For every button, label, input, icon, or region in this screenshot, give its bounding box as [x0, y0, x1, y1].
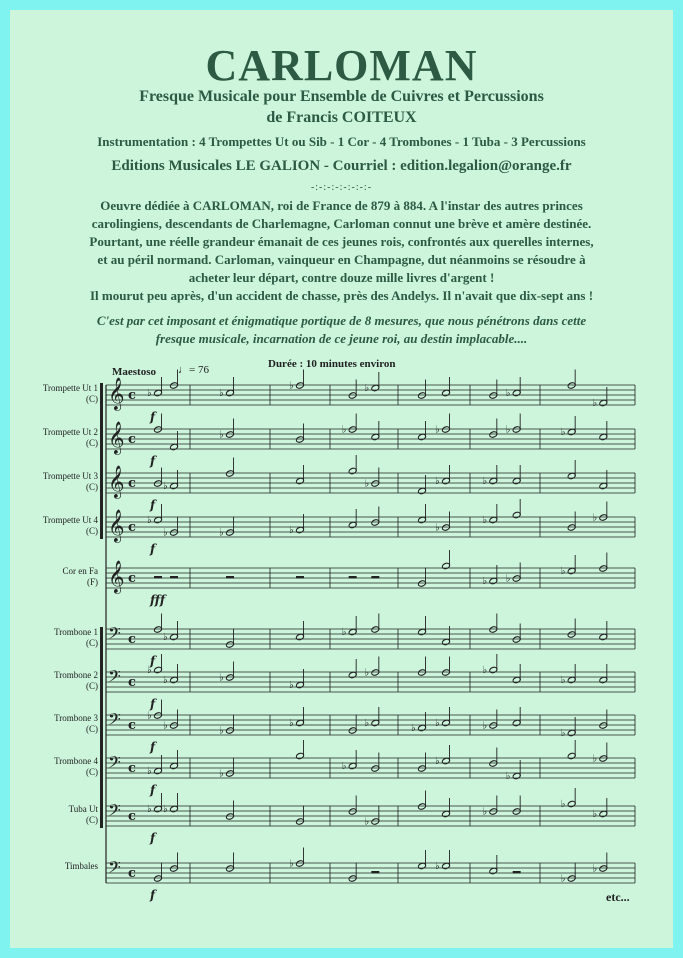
flat-sign: ♭ [219, 768, 224, 780]
dynamic-marking: f [150, 498, 156, 512]
dynamic-marking: f [150, 783, 156, 797]
flat-sign: ♭ [147, 388, 152, 399]
flat-sign: ♭ [163, 481, 168, 492]
instrument-key: (C) [86, 394, 98, 404]
flat-sign: ♭ [411, 723, 416, 734]
flat-sign: ♭ [163, 632, 168, 643]
flat-sign: ♭ [341, 761, 347, 772]
dynamic-marking: f [150, 697, 156, 711]
time-signature: c [128, 388, 136, 403]
flat-sign: ♭ [435, 424, 440, 436]
dynamic-marking: fff [150, 593, 166, 607]
instrument-key: (C) [86, 724, 98, 734]
flat-sign: ♭ [482, 476, 488, 487]
treble-clef: 𝄞 [108, 377, 125, 410]
bass-clef: 𝄢 [108, 709, 121, 733]
instrument-name: Tuba Ut [68, 804, 98, 814]
instrument-name: Trombone 4 [54, 756, 98, 766]
flat-sign: ♭ [289, 525, 294, 536]
trombone-bracket [100, 627, 103, 828]
time-signature: c [128, 520, 136, 535]
flat-sign: ♭ [147, 665, 152, 676]
bass-clef: 𝄢 [108, 800, 121, 824]
dedication-line: Pourtant, une réelle grandeur émanait de ces jeunes rois, confrontés aux querelles internes, [89, 234, 594, 249]
time-signature: c [128, 432, 136, 447]
music-score [10, 10, 673, 948]
flat-sign: ♭ [482, 576, 488, 587]
instrument-name: Trombone 1 [54, 627, 98, 637]
etc-text: etc... [606, 890, 630, 904]
flat-sign: ♭ [560, 799, 566, 810]
flat-sign: ♭ [505, 424, 511, 436]
flat-sign: ♭ [364, 816, 370, 828]
flat-sign: ♭ [435, 522, 440, 534]
flat-sign: ♭ [482, 806, 488, 818]
time-signature: c [128, 476, 136, 491]
dynamic-marking: f [150, 454, 156, 468]
flat-sign: ♭ [482, 515, 488, 526]
rest-symbol [513, 871, 521, 874]
dynamic-marking: f [150, 542, 156, 556]
dedication-line: et au péril normand. Carloman, vainqueur en Champagne, dut néanmoins se résoudre à [97, 252, 586, 267]
flat-sign: ♭ [435, 476, 440, 487]
rest-symbol [226, 576, 234, 579]
flat-sign: ♭ [592, 512, 598, 524]
flat-sign: ♭ [219, 429, 224, 441]
score-page [10, 10, 673, 948]
flat-sign: ♭ [163, 804, 168, 815]
dedication-line: acheter leur départ, contre douze mille livres d'argent ! [188, 270, 495, 285]
instrument-name: Trombone 3 [54, 713, 98, 723]
flat-sign: ♭ [364, 478, 370, 490]
flat-sign: ♭ [482, 665, 488, 676]
flat-sign: ♭ [364, 383, 370, 394]
dedication-line: Il mourut peu après, d'un accident de chasse, près des Andelys. Il n'avait que dix-sept ans ! [89, 288, 594, 303]
instrument-key: (C) [86, 767, 98, 777]
flat-sign: ♭ [289, 718, 294, 729]
flat-sign: ♭ [289, 680, 294, 691]
duration-text: Durée : 10 minutes environ [268, 358, 396, 370]
intro-line: fresque musicale, incarnation de ce jeune roi, au destin implacable.... [155, 331, 528, 346]
flat-sign: ♭ [560, 566, 566, 577]
dynamic-marking: f [150, 831, 156, 845]
dynamic-marking: f [150, 740, 156, 754]
metronome-marking: ♩= 76 [178, 364, 209, 376]
flat-sign: ♭ [592, 809, 598, 820]
dynamic-marking: f [150, 654, 156, 668]
instrument-key: (C) [86, 526, 98, 536]
treble-clef: 𝄞 [108, 465, 125, 498]
bass-clef: 𝄢 [108, 666, 121, 690]
flat-sign: ♭ [592, 398, 598, 409]
intro-line: C'est par cet imposant et énigmatique portique de 8 mesures, que nous pénétrons dans cette [96, 313, 587, 328]
treble-clef: 𝄞 [108, 509, 125, 542]
rest-symbol [349, 576, 357, 579]
flat-sign: ♭ [219, 672, 224, 684]
time-signature: c [128, 571, 136, 586]
flat-sign: ♭ [147, 710, 152, 722]
flat-sign: ♭ [435, 756, 440, 767]
tempo-marking: Maestoso [112, 366, 156, 378]
flat-sign: ♭ [560, 427, 566, 438]
dedication-line: carolingiens, descendants de Charlemagne, Carloman connut une brève et amère destinée. [91, 216, 592, 231]
trumpet-bracket [100, 383, 103, 539]
instrument-key: (C) [86, 482, 98, 492]
time-signature: c [128, 632, 136, 647]
rest-symbol [371, 871, 379, 874]
instrument-name: Trompette Ut 2 [42, 427, 98, 437]
instrumentation-line: Instrumentation : 4 Trompettes Ut ou Sib - 1 Cor - 4 Trombones - 1 Tuba - 3 Percussions [97, 134, 586, 149]
flat-sign: ♭ [592, 753, 598, 765]
flat-sign: ♭ [147, 515, 152, 526]
flat-sign: ♭ [505, 771, 511, 782]
flat-sign: ♭ [219, 388, 224, 399]
time-signature: c [128, 761, 136, 776]
flat-sign: ♭ [163, 675, 168, 686]
instrument-key: (C) [86, 681, 98, 691]
rest-symbol [170, 576, 178, 579]
flat-sign: ♭ [505, 388, 511, 399]
time-signature: c [128, 675, 136, 690]
rest-symbol [154, 576, 162, 579]
dynamic-marking: f [150, 888, 156, 902]
instrument-key: (C) [86, 438, 98, 448]
instrument-name: Timbales [64, 861, 98, 871]
flat-sign: ♭ [435, 718, 440, 729]
flat-sign: ♭ [364, 718, 370, 729]
flat-sign: ♭ [219, 527, 224, 539]
flat-sign: ♭ [289, 380, 294, 392]
flat-sign: ♭ [560, 675, 566, 686]
flat-sign: ♭ [219, 725, 224, 737]
bass-clef: 𝄢 [108, 857, 121, 881]
flat-sign: ♭ [482, 720, 488, 732]
flat-sign: ♭ [289, 858, 294, 870]
dynamic-marking: f [150, 410, 156, 424]
editions-line: Editions Musicales LE GALION - Courriel : edition.legalion@orange.fr [111, 158, 572, 174]
flat-sign: ♭ [505, 573, 511, 585]
flat-sign: ♭ [341, 627, 347, 638]
bass-clef: 𝄢 [108, 623, 121, 647]
instrument-key: (C) [86, 638, 98, 648]
instrument-name: Cor en Fa [62, 566, 98, 576]
flat-sign: ♭ [560, 728, 566, 739]
instrument-key: (C) [86, 815, 98, 825]
flat-sign: ♭ [163, 527, 168, 539]
treble-clef: 𝄞 [108, 421, 125, 454]
instrument-name: Trombone 2 [54, 670, 98, 680]
flat-sign: ♭ [364, 667, 370, 679]
flat-sign: ♭ [560, 873, 566, 885]
instrument-key: (F) [87, 577, 98, 587]
instrument-name: Trompette Ut 4 [42, 515, 98, 525]
page-title: CARLOMAN [205, 41, 478, 90]
bass-clef: 𝄢 [108, 752, 121, 776]
treble-clef: 𝄞 [108, 560, 125, 593]
dedication-line: Oeuvre dédiée à CARLOMAN, roi de France de 879 à 884. A l'instar des autres princes [100, 198, 583, 213]
rest-symbol [296, 576, 304, 579]
flat-sign: ♭ [592, 863, 598, 875]
flat-sign: ♭ [163, 720, 168, 732]
instrument-name: Trompette Ut 1 [42, 383, 98, 393]
flat-sign: ♭ [435, 861, 440, 872]
flat-sign: ♭ [341, 424, 347, 436]
time-signature: c [128, 718, 136, 733]
flat-sign: ♭ [147, 766, 152, 777]
time-signature: c [128, 809, 136, 824]
subtitle-line-1: Fresque Musicale pour Ensemble de Cuivres et Percussions [139, 88, 544, 105]
separator-line: -:-:-:-:-:-:-:- [310, 182, 373, 193]
subtitle-line-2: de Francis COITEUX [266, 109, 417, 126]
flat-sign: ♭ [147, 804, 152, 815]
time-signature: c [128, 866, 136, 881]
rest-symbol [371, 576, 379, 579]
instrument-name: Trompette Ut 3 [42, 471, 98, 481]
